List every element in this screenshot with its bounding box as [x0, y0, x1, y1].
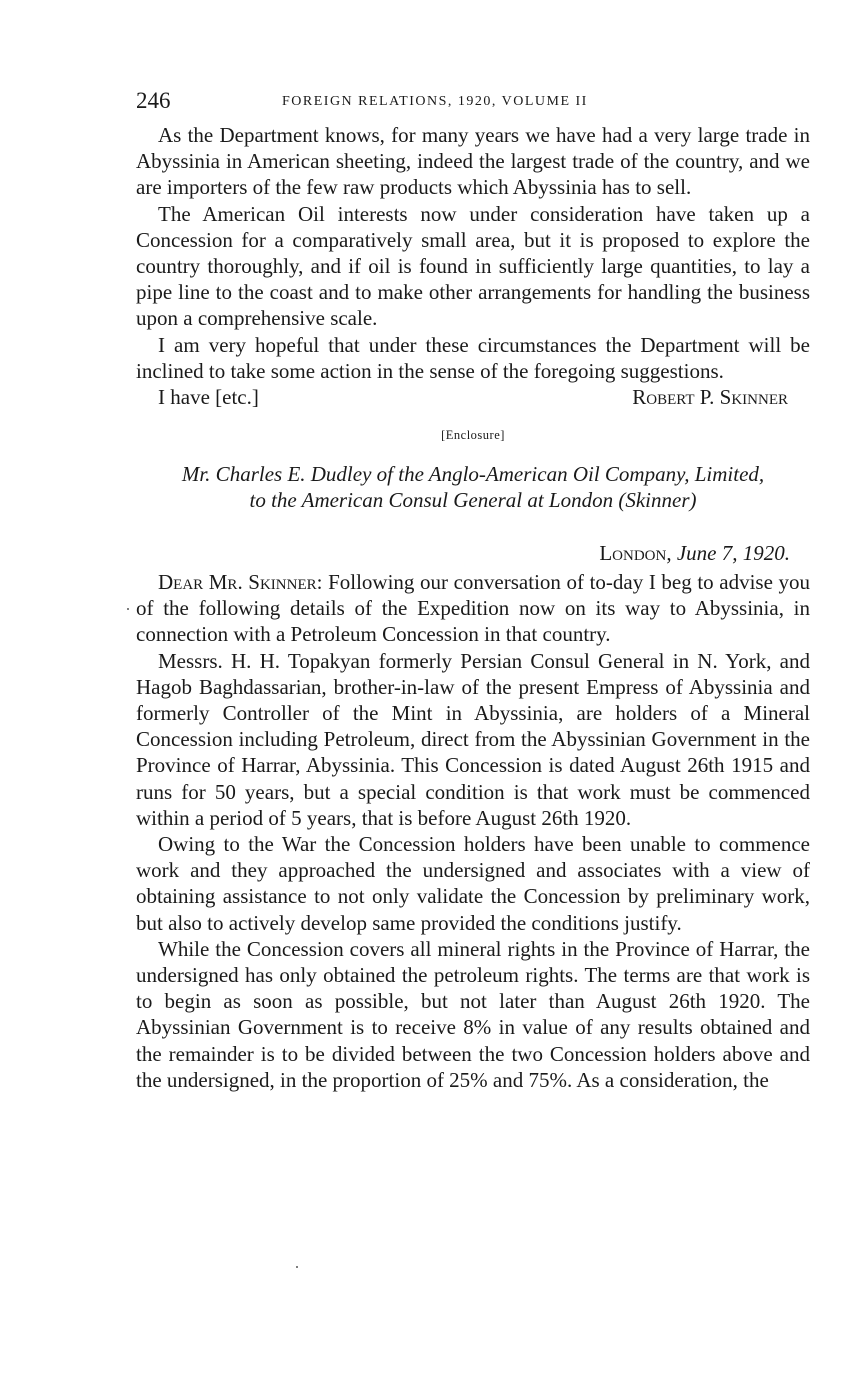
salutation: Dear Mr. Skinner: [158, 570, 323, 595]
enclosure-paragraph [136, 569, 810, 648]
page-number: 246 [136, 88, 171, 113]
first-paragraph-text: Following our conversation of to-day I beg to advise you of the following details of the Expedition now on its way to Abyssinia, in connection with a Petroleum Concession in that country. [136, 570, 811, 647]
document-page [136, 88, 810, 1093]
dateline-place: London, [599, 541, 672, 566]
enclosure-title-line: Mr. Charles E. Dudley of the Anglo-American Oil Company, Limited, [181, 462, 765, 487]
enclosure-body [136, 569, 810, 1093]
enclosure-label: [Enclosure] [441, 428, 505, 443]
dateline-date: June 7, 1920. [676, 541, 790, 566]
signature: Robert P. Skinner [632, 385, 788, 410]
stray-mark [296, 1266, 298, 1268]
letter-paragraph: I am very hopeful that under these circumstances the Department will be inclined to take some action in the sense of the foregoing suggestions. [136, 332, 810, 383]
enclosure-paragraph: While the Concession covers all mineral rights in the Province of Harrar, the undersigned has only obtained the petroleum rights. The terms are that work is to begin as soon as possible, but not later than August 26th 1920. The Abyssinian Government is to receive 8% in value of any results obtained and the remainder is to be divided between the two Concession holders above and the undersigned, in the proportion of 25% and 75%. As a consideration, the [136, 936, 810, 1092]
enclosure-title-line: to the American Consul General at London (Skinner) [249, 488, 697, 513]
letter-body [136, 122, 810, 412]
enclosure-paragraph: Owing to the War the Concession holders have been unable to commence work and they approached the undersigned and associates with a view of obtaining assistance to not only validate the Concession by preliminary work, but also to actively develop same provided the conditions justify. [136, 832, 810, 935]
dateline [136, 539, 810, 567]
enclosure-paragraph: Messrs. H. H. Topakyan formerly Persian Consul General in N. York, and Hagob Baghdassarian, brother-in-law of the present Empress of Abyssinia and formerly Controller of the Mint in Abyssinia, are holders of a Mineral Concession including Petroleum, direct from the Abyssinian Government in the Province of Harrar, Abyssinia. This Concession is dated August 26th 1915 and runs for 50 years, but a special condition is that work must be commenced within a period of 5 years, that is before August 26th 1920. [136, 648, 810, 830]
running-head: FOREIGN RELATIONS, 1920, VOLUME II [282, 94, 588, 109]
page-header [136, 88, 810, 116]
letter-paragraph: As the Department knows, for many years we have had a very large trade in Abyssinia in American sheeting, indeed the largest trade of the country, and we are importers of the few raw products which Abyssinia has to sell. [136, 123, 810, 200]
letter-paragraph: The American Oil interests now under consideration have taken up a Concession for a comparatively small area, but it is proposed to explore the country thoroughly, and if oil is found in sufficiently large quantities, to lay a pipe line to the coast and to make other arrangements for handling the business upon a comprehensive scale. [136, 201, 810, 331]
enclosure-title [136, 461, 810, 513]
closing-line [136, 384, 810, 412]
closing-phrase: I have [etc.] [158, 385, 259, 410]
stray-mark [127, 608, 129, 610]
